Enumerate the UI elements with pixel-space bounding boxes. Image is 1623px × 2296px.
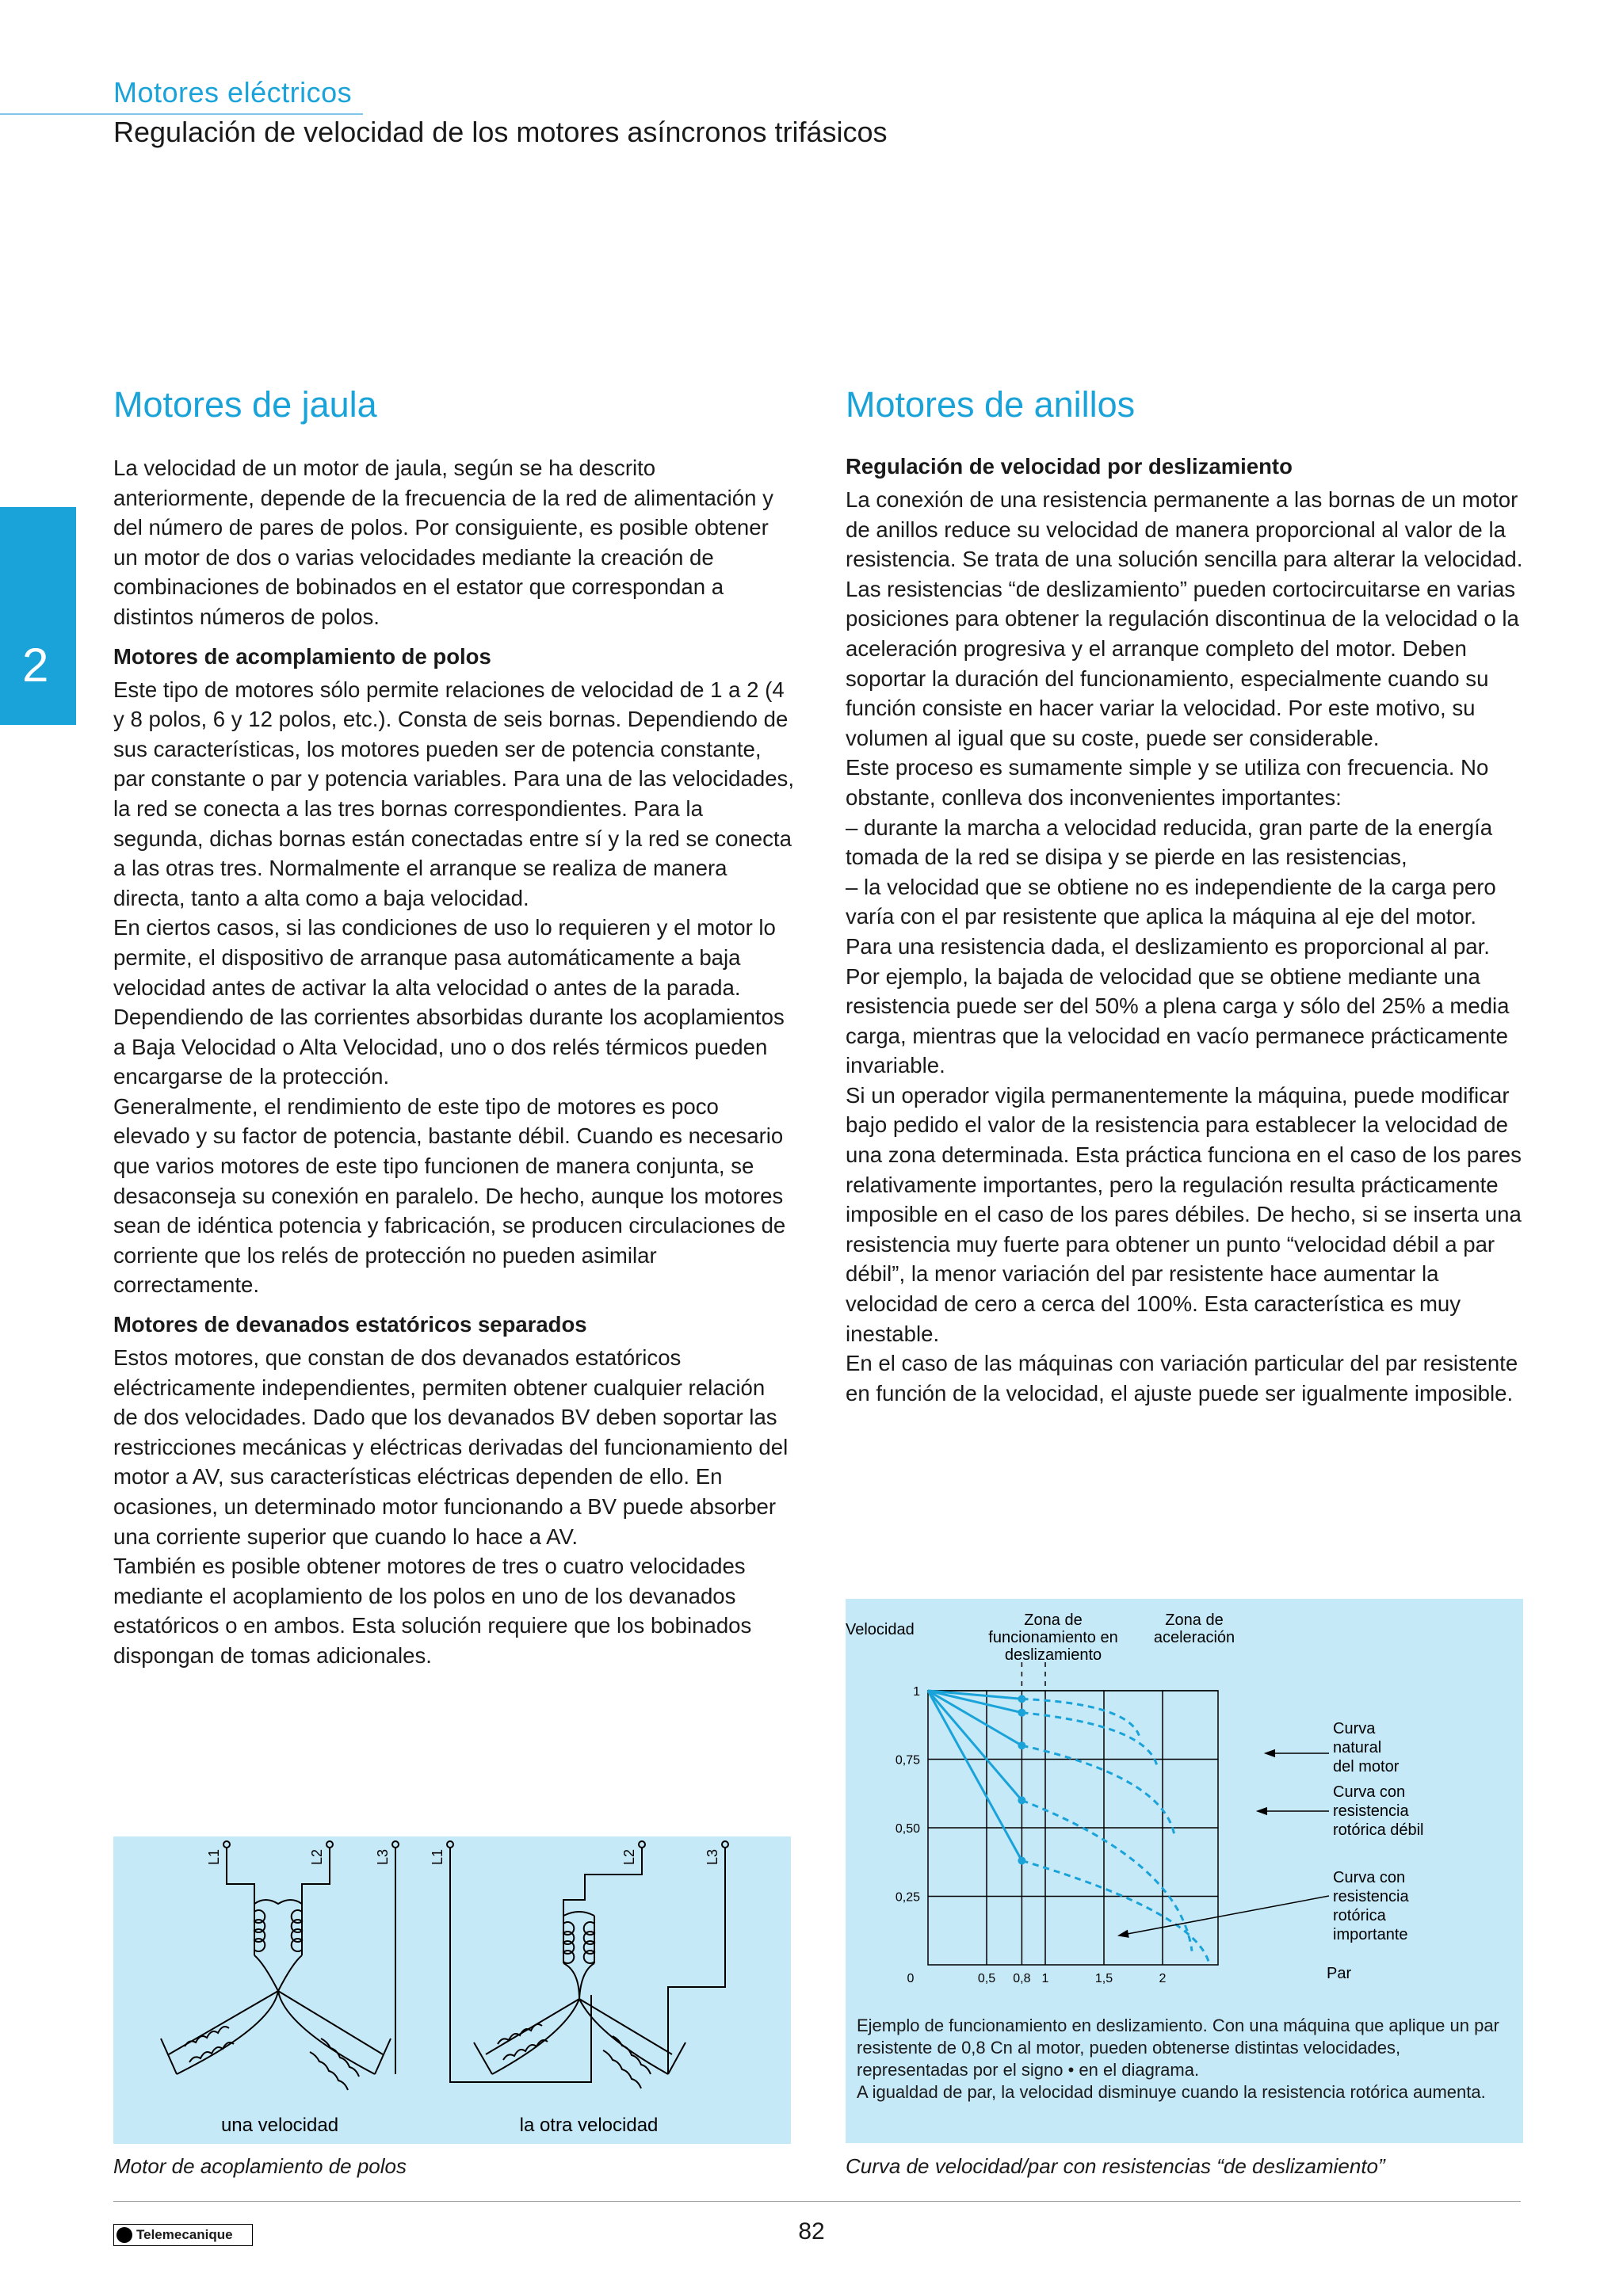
speed-torque-figure <box>846 1599 1523 2143</box>
speed-curve-dashed <box>1022 1713 1156 1765</box>
legend-arrowhead <box>1119 1931 1128 1937</box>
legend-arrow <box>1119 1896 1329 1936</box>
brand-name: Telemecanique <box>136 2227 233 2242</box>
operating-point <box>1018 1695 1025 1703</box>
x-tick-label: 1 <box>1041 1972 1049 1985</box>
motor-winding-diagram <box>113 1836 791 2144</box>
right-text: La conexión de una resistencia permanente a las bornas de un motor de anillos reduce su velocidad de manera proporcional al valor de la resistencia. Se trata de una solución sencilla para alterar la velocidad. Las resistencias “de deslizamiento” pueden cortocircuitarse en varias posiciones para obtener la regulación discontinua de la velocidad o la aceleración progresiva y el arranque completo del motor. Deben soportar la duración del funcionamiento, especialmente cuando su función consiste en hacer variar la velocidad. Por este motivo, su volumen al igual que su coste, puede ser considerable. Este proceso es sumamente simple y se utiliza con frecuencia. No obstante, conlleva dos inconvenientes importantes: – durante la marcha a velocidad reducida, gran parte de la energía tomada de la red se disipa y se pierde en las resistencias, – la velocidad que se obtiene no es independiente de la carga pero varía con el par resistente que aplica la máquina al eje del motor. Para una resistencia dada, el deslizamiento es proporcional al par. Por ejemplo, la bajada de velocidad que se obtiene mediante una resistencia puede ser del 50% a plena carga y sólo del 25% a media carga, mientras que la velocidad en vacío permanece prácticamente invariable. Si un operador vigila permanentemente la máquina, puede modificar bajo pedido el valor de la resistencia para establecer la velocidad de una zona determinada. Esta práctica funciona en el caso de los pares relativamente importantes, pero la regulación resulta prácticamente imposible en el caso de los pares débiles. De hecho, si se inserta una resistencia muy fuerte para obtener un punto “velocidad débil a par débil”, la menor variación del par resistente hace aumentar la velocidad de cero a cerca del 100%. Esta característica es muy inestable. En el caso de las máquinas con variación particular del par resistente en función de la velocidad, el ajuste puede ser igualmente imposible. <box>846 487 1523 1405</box>
x-tick-label: 0,8 <box>1013 1972 1031 1985</box>
legend-label: Curva natural del motor <box>1333 1720 1400 1775</box>
y-tick-label: 0,75 <box>895 1753 920 1768</box>
legend-arrowhead <box>1266 1750 1274 1756</box>
label-one-speed: una velocidad <box>220 2115 339 2136</box>
x-axis-label: Par <box>1327 1965 1352 1982</box>
speed-torque-chart <box>846 1599 1523 2011</box>
y-axis-label: Velocidad <box>846 1621 915 1638</box>
x-tick-label: 0,5 <box>977 1972 996 1985</box>
zone-label-acceleration: Zona de aceleración <box>1153 1611 1235 1646</box>
zone-label-sliding: Zona de funcionamiento en deslizamiento <box>988 1611 1118 1664</box>
terminal-label: L1 <box>430 1848 445 1865</box>
footer-divider <box>113 2201 1521 2202</box>
right-column <box>846 453 1529 1408</box>
speed-curve-dashed <box>1022 1800 1192 1951</box>
terminal-label: L3 <box>705 1848 720 1865</box>
chart-note: Ejemplo de funcionamiento en deslizamiento. Con una máquina que aplique un par resistente de 0,8 Cn al motor, pueden obtenerse distintas velocidades, representadas por el signo • en el diagrama. A igualdad de par, la velocidad disminuye cuando la resistencia rotórica aumenta. <box>857 2016 1499 2102</box>
legend-label: Curva con resistencia rotórica importante <box>1333 1869 1409 1943</box>
legend-arrowhead <box>1258 1808 1266 1814</box>
chapter-tab <box>0 507 76 725</box>
operating-point <box>1018 1796 1025 1804</box>
operating-point <box>1018 1857 1025 1865</box>
speed-curve <box>928 1691 1022 1861</box>
origin-label: 0 <box>907 1972 915 1985</box>
chapter-number: 2 <box>22 639 49 692</box>
x-tick-label: 1,5 <box>1094 1972 1113 1985</box>
label-other-speed: la otra velocidad <box>519 2115 659 2136</box>
left-figure-caption: Motor de acoplamiento de polos <box>113 2154 407 2178</box>
left-subheading-2: Motores de devanados estatóricos separados <box>113 1312 587 1337</box>
pole-coupling-figure <box>113 1836 791 2144</box>
left-section-2-text: Estos motores, que constan de dos devanados estatóricos eléctricamente independientes, permiten obtener cualquier relación de dos velocidades. Dado que los devanados BV deben soportar las restricciones mecánicas y eléctricas derivadas del funcionamiento del motor a AV, sus características eléctricas dependen de ello. En ocasiones, un determinado motor funcionando a BV puede absorber una corriente superior que cuando lo hace a AV. También es posible obtener motores de tres o cuatro velocidades mediante el acoplamiento de los polos en uno de los devanados estatóricos o en ambos. Esta solución requiere que los bobinados dispongan de tomas adicionales. <box>113 1345 789 1668</box>
right-subheading-1: Regulación de velocidad por deslizamiento <box>846 454 1293 479</box>
terminal-label: L1 <box>206 1848 222 1865</box>
left-heading: Motores de jaula <box>113 384 377 425</box>
y-tick-label: 0,50 <box>895 1822 920 1836</box>
x-tick-label: 2 <box>1159 1972 1167 1985</box>
y-tick-label: 0,25 <box>895 1890 920 1905</box>
page-title: Regulación de velocidad de los motores asíncronos trifásicos <box>113 116 888 148</box>
terminal-label: L2 <box>309 1848 325 1865</box>
speed-curve <box>928 1691 1022 1800</box>
left-section-1-text: Este tipo de motores sólo permite relaciones de velocidad de 1 a 2 (4 y 8 polos, 6 y 12 polos, etc.). Consta de seis bornas. Dependiendo de sus características, los motores pueden ser de potencia constante, par constante o par y potencia variables. Para una de las velocidades, la red se conecta a las tres bornas correspondientes. Para la segunda, dichas bornas están conectadas entre sí y la red se conecta a las otras tres. Normalmente el arranque se realiza de manera directa, tanto a alta como a baja velocidad. En ciertos casos, si las condiciones de uso lo requieren y el motor lo permite, el dispositivo de arranque pasa automáticamente a baja velocidad antes de activar la alta velocidad o antes de la parada. Dependiendo de las corrientes absorbidas durante los acoplamientos a Baja Velocidad o Alta Velocidad, uno o dos relés térmicos pueden encargarse de la protección. Generalmente, el rendimiento de este tipo de motores es poco elevado y su factor de potencia, bastante débil. Cuando es necesario que varios motores de este tipo funcionen de manera conjunta, se desaconseja su conexión en paralelo. De hecho, aunque los motores sean de idéntica potencia y fabricación, se producen circulaciones de corriente que los relés de protección no pueden asimilar correctamente. <box>113 677 795 1298</box>
left-column <box>113 453 795 1671</box>
left-subheading-1: Motores de acomplamiento de polos <box>113 643 491 669</box>
terminal-label: L2 <box>621 1848 637 1865</box>
y-tick-label: 1 <box>913 1685 920 1699</box>
header-divider <box>0 113 363 115</box>
legend-label: Curva con resistencia rotórica débil <box>1333 1783 1424 1839</box>
operating-point <box>1018 1709 1025 1717</box>
section-title: Motores eléctricos <box>113 76 353 109</box>
speed-curve-dashed <box>1022 1861 1209 1965</box>
page-number: 82 <box>798 2218 825 2245</box>
operating-point <box>1018 1741 1025 1749</box>
left-intro: La velocidad de un motor de jaula, según se ha descrito anteriormente, depende de la frecuencia de la red de alimentación y del número de pares de polos. Por consiguiente, es posible obtener un motor de dos o varias velocidades mediante la creación de combinaciones de bobinados en el estator que correspondan a distintos números de polos. <box>113 456 773 629</box>
terminal-label: L3 <box>375 1848 391 1865</box>
right-figure-caption: Curva de velocidad/par con resistencias “de deslizamiento” <box>846 2154 1385 2178</box>
right-heading: Motores de anillos <box>846 384 1136 425</box>
speed-curve-dashed <box>1022 1699 1139 1735</box>
